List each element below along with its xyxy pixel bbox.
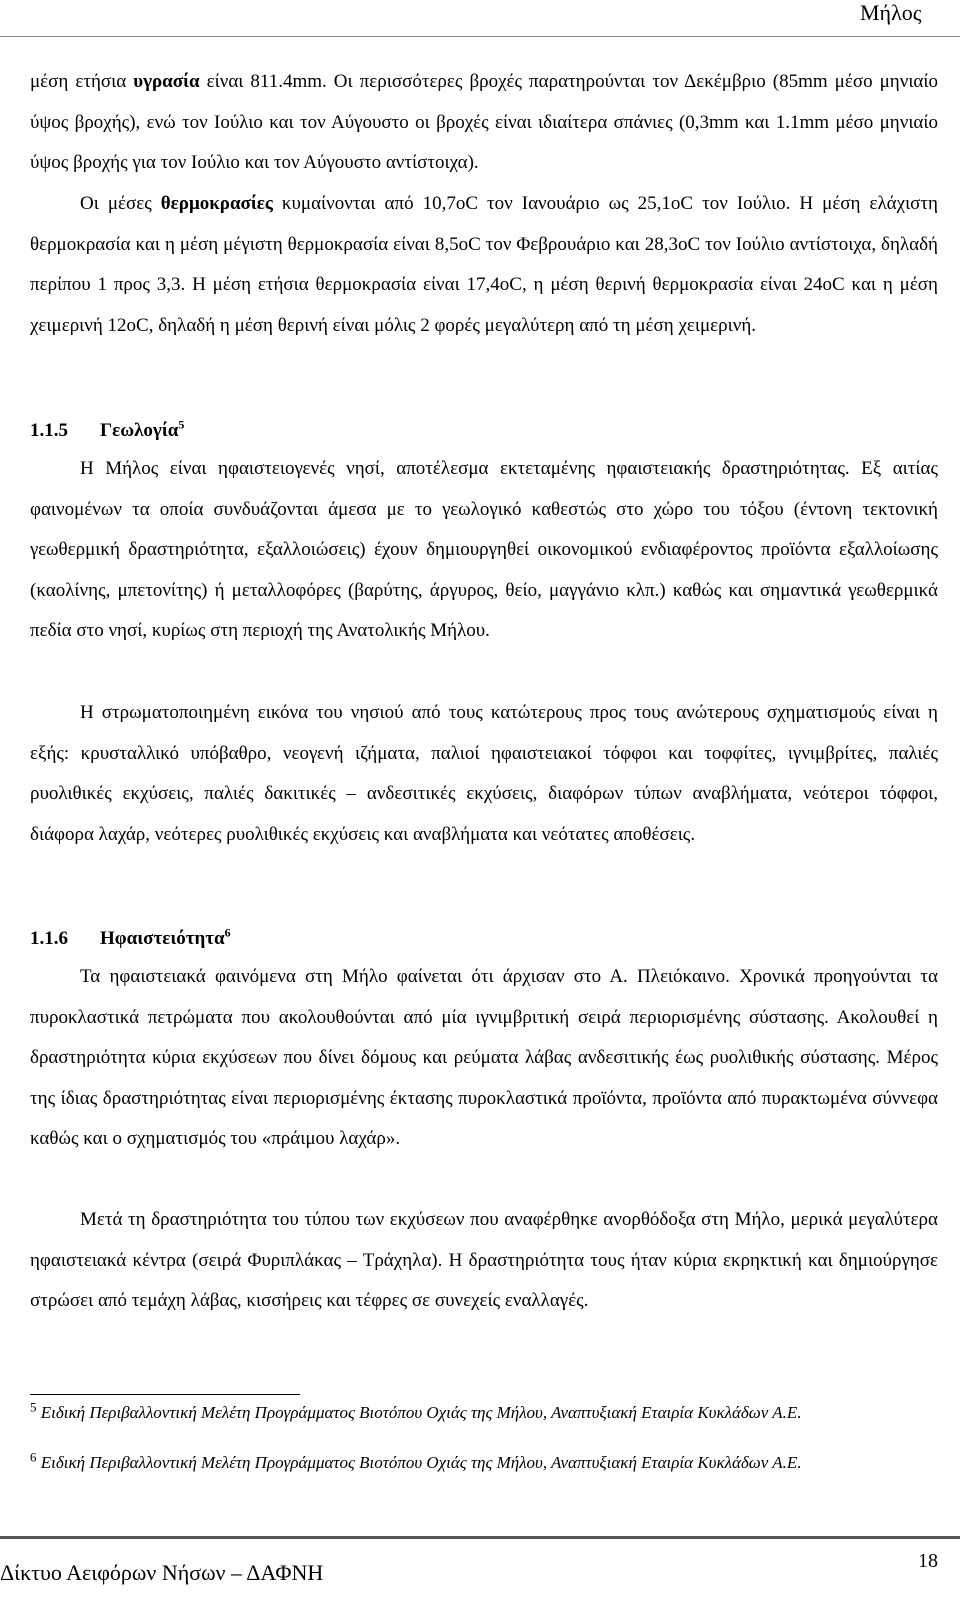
footnote-text: Ειδική Περιβαλλοντική Μελέτη Προγράμματος Βιοτόπου Οχιάς της Μήλου, Αναπτυξιακή Εταιρία Κυκλάδων Α.Ε. [40,1403,802,1422]
geology-paragraph-1: Η Μήλος είναι ηφαιστειογενές νησί, αποτέλεσμα εκτεταμένης ηφαιστειακής δραστηριότητας. Εξ αιτίας φαινομένων τα οποία συνδυάζονται άμεσα με το γεωλογικό καθεστώς στο χώρο του τόξου (έντονη τεκτονική γεωθερμική δραστηριότητα, εξαλλοιώσεις) έχουν δημιουργηθεί οικονομικού ενδιαφέροντος προϊόντα εξαλλοίωσης (καολίνης, μπετονίτης) ή μεταλλοφόρες (βαρύτης, άργυρος, θείο, μαγγάνιο κλπ.) καθώς και σημαντικά γεωθερμικά πεδία στο νησί, κυρίως στη περιοχή της Ανατολικής Μήλου. [30,458,938,642]
climate-text: Οι μέσες [80,193,161,214]
geology-paragraph-2: Η στρωματοποιημένη εικόνα του νησιού από τους κατώτερους προς τους ανώτερους σχηματισμούς είναι η εξής: κρυσταλλικό υπόβαθρο, νεογενή ιζήματα, παλιοί ηφαιστειακοί τόφφοι και τοφφίτες, ιγνιμβρίτες, παλιές ρυολιθικές εκχύσεις, παλιές δακιτικές – ανδεσιτικές εκχύσεις, διαφόρων τύπων αναβλήματα, νεότεροι τόφφοι, διάφορα λαχάρ, νεότερες ρυολιθικές εκχύσεις και αναβλήματα και νεότατες αποθέσεις. [30,702,938,845]
section-title: Γεωλογία [100,420,179,441]
humidity-term: υγρασία [133,71,200,92]
section-number: 1.1.6 [30,928,68,949]
footnote-5 [30,1400,870,1426]
climate-paragraph-temperature [30,184,938,346]
climate-text: μέση ετήσια [30,71,134,92]
footer-divider [0,1536,960,1539]
footnote-number: 5 [30,1399,37,1415]
footnote-divider [30,1394,300,1395]
footnote-ref[interactable]: 5 [178,417,185,432]
page-number: 18 [918,1550,938,1572]
footer-title: Δίκτυο Αειφόρων Νήσων – ΔΑΦΝΗ [0,1560,324,1585]
volcanism-paragraph-2: Μετά τη δραστηριότητα του τύπου των εκχύσεων που αναφέρθηκε ανορθόδοξα στη Μήλο, μερικά μεγαλύτερα ηφαιστειακά κέντρα (σειρά Φυριπλάκας – Τράχηλα). Η δραστηριότητα τους ήταν κύρια εκρηκτική και δημιούργησε στρώσει από τεμάχη λάβας, κισσήρεις και τέφρες σε συνεχείς εναλλαγές. [30,1209,938,1312]
climate-text: κυμαίνονται από 10,7oC τον Ιανουάριο ως 25,1oC τον Ιούλιο. Η μέση ελάχιστη θερμοκρασία και η μέση μέγιστη θερμοκρασία είναι 8,5oC τον Φεβρουάριο και 28,3oC τον Ιούλιο αντίστοιχα, δηλαδή περίπου 1 προς 3,3. Η μέση ετήσια θερμοκρασία είναι 17,4oC, η μέση θερινή θερμοκρασία είναι 24oC και η μέση χειμερινή 12oC, δηλαδή η μέση θερινή είναι μόλις 2 φορές μεγαλύτερη από τη μέση χειμερινή. [30,193,938,336]
section-heading-volcanism [30,925,231,950]
running-header: Μήλος [860,0,922,25]
volcanism-paragraph-1: Τα ηφαιστειακά φαινόμενα στη Μήλο φαίνεται ότι άρχισαν στο Α. Πλειόκαινο. Χρονικά προηγούνται τα πυροκλαστικά πετρώματα που ακολουθούνται από μία ιγνιμβριτική σειρά περιορισμένης σύστασης. Ακολουθεί η δραστηριότητα κύρια εκχύσεων που δίνει δόμους και ρεύματα λάβας ανδεσιτικής έως ρυολιθικής σύστασης. Μέρος της ίδιας δραστηριότητας είναι περιορισμένης έκτασης πυροκλαστικά προϊόντα, προϊόντα από πυρακτωμένα σύννεφα καθώς και ο σχηματισμός του «πράιμου λαχάρ». [30,966,938,1150]
footnote-number: 6 [30,1449,37,1465]
climate-text: είναι 811.4mm. Οι περισσότερες βροχές παρατηρούνται τον Δεκέμβριο (85mm μέσο μηνιαίο ύψος βροχής), ενώ τον Ιούλιο και τον Αύγουστο οι βροχές είναι ιδιαίτερα σπάνιες (0,3mm και 1.1mm μέσο μηνιαίο ύψος βροχής για τον Ιούλιο και τον Αύγουστο αντίστοιχα). [30,71,938,174]
section-heading-geology [30,417,185,442]
climate-paragraph-humidity [30,62,938,184]
temperature-term: θερμοκρασίες [160,193,273,214]
footnote-text: Ειδική Περιβαλλοντική Μελέτη Προγράμματος Βιοτόπου Οχιάς της Μήλου, Αναπτυξιακή Εταιρία Κυκλάδων Α.Ε. [40,1453,802,1472]
section-title: Ηφαιστειότητα [100,928,225,949]
footnote-6 [30,1450,870,1476]
header-divider [0,36,960,37]
footnote-ref[interactable]: 6 [224,925,231,940]
section-number: 1.1.5 [30,420,68,441]
